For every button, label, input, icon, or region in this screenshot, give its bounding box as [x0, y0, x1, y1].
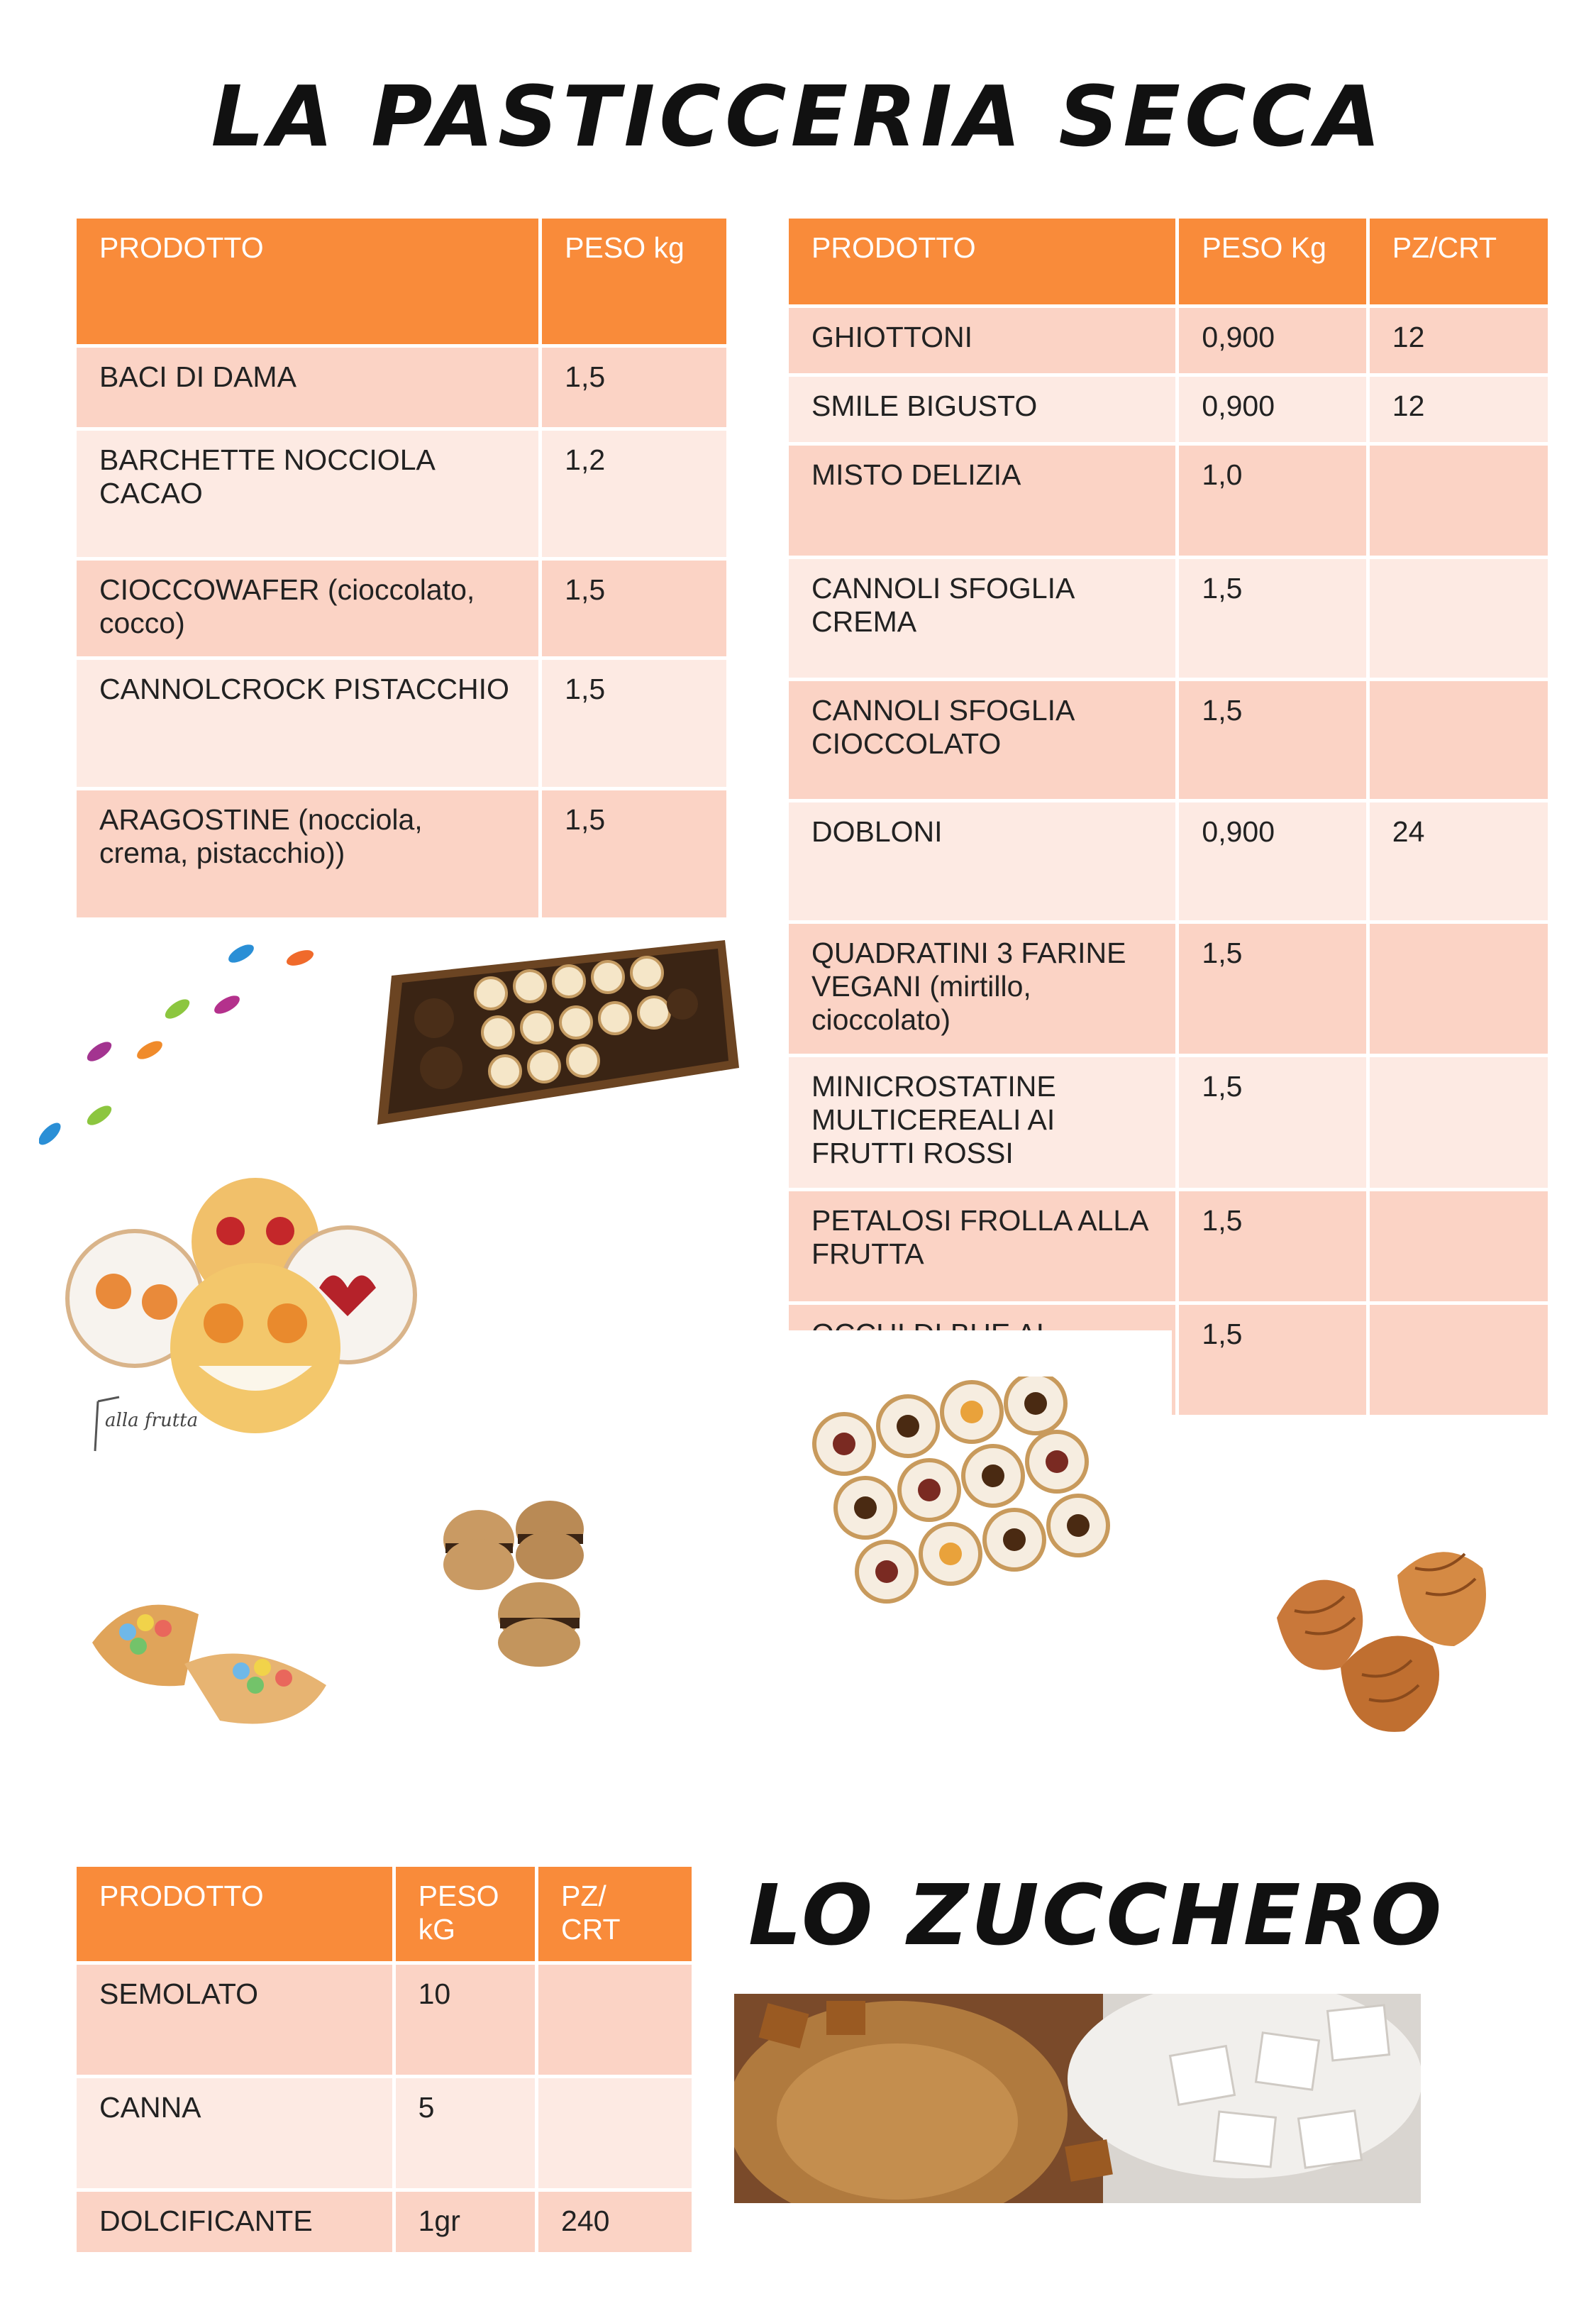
product-pieces [1368, 922, 1549, 1056]
product-weight: 1,2 [541, 429, 728, 559]
table-row [787, 558, 1550, 680]
product-name: GHIOTTONI [787, 307, 1177, 375]
product-name: ARAGOSTINE (nocciola, crema, pistacchio)) [75, 789, 541, 920]
product-weight: 0,900 [1177, 375, 1368, 444]
column-header: PZ/CRT [1368, 217, 1549, 307]
baci-di-dama-image [433, 1497, 645, 1667]
column-header: PRODOTTO [787, 217, 1177, 307]
table-row [787, 375, 1550, 444]
product-name: SEMOLATO [75, 1963, 394, 2077]
product-name: CIOCCOWAFER (cioccolato, cocco) [75, 559, 541, 658]
table-row [787, 1190, 1550, 1303]
product-pieces [1368, 1190, 1549, 1303]
table-header-row [787, 217, 1550, 307]
column-header: PZ/ CRT [537, 1865, 694, 1963]
badge-text: alla frutta [105, 1410, 199, 1431]
product-pieces: 12 [1368, 307, 1549, 375]
product-name: BACI DI DAMA [75, 346, 541, 429]
product-name: MISTO DELIZIA [787, 444, 1177, 558]
product-weight: 1,0 [1177, 444, 1368, 558]
footprints-image [39, 929, 330, 1157]
table-row [787, 1056, 1550, 1190]
product-weight: 1,5 [1177, 1190, 1368, 1303]
column-header: PRODOTTO [75, 217, 541, 346]
column-header: PESO Kg [1177, 217, 1368, 307]
column-header: PESO kG [394, 1865, 536, 1963]
product-name: QUADRATINI 3 FARINE VEGANI (mirtillo, cioccolato) [787, 922, 1177, 1056]
product-weight: 10 [394, 1963, 536, 2077]
product-pieces [537, 2077, 694, 2190]
product-pieces [1368, 558, 1549, 680]
product-weight: 1gr [394, 2190, 536, 2254]
product-weight: 0,900 [1177, 801, 1368, 922]
cookie-tray-image [363, 926, 746, 1132]
table-row [75, 2077, 694, 2190]
product-weight: 1,5 [541, 789, 728, 920]
product-name: CANNOLCROCK PISTACCHIO [75, 658, 541, 789]
product-name: PETALOSI FROLLA ALLA FRUTTA [787, 1190, 1177, 1303]
sugar-table [73, 1863, 695, 2256]
barchette-image [78, 1579, 333, 1735]
smiley-cookies-image [57, 1164, 426, 1469]
column-header: PRODOTTO [75, 1865, 394, 1963]
table-row [787, 444, 1550, 558]
page-title: LA PASTICCERIA SECCA [211, 67, 1385, 165]
table-row [75, 658, 728, 789]
table-row [75, 2190, 694, 2254]
table-row [75, 346, 728, 429]
product-name: DOBLONI [787, 801, 1177, 922]
table-header-row [75, 217, 728, 346]
product-name: BARCHETTE NOCCIOLA CACAO [75, 429, 541, 559]
product-weight: 1,5 [1177, 1303, 1368, 1417]
product-weight: 1,5 [541, 559, 728, 658]
product-weight: 1,5 [1177, 1056, 1368, 1190]
table-row [787, 680, 1550, 801]
product-pieces [537, 1963, 694, 2077]
table-row [787, 801, 1550, 922]
product-name: CANNOLI SFOGLIA CREMA [787, 558, 1177, 680]
product-pieces [1368, 1303, 1549, 1417]
aragostine-image [1263, 1526, 1518, 1767]
product-name: DOLCIFICANTE [75, 2190, 394, 2254]
table-row [75, 789, 728, 920]
product-weight: 1,5 [1177, 558, 1368, 680]
product-name: CANNA [75, 2077, 394, 2190]
product-weight: 1,5 [541, 346, 728, 429]
product-name: SMILE BIGUSTO [787, 375, 1177, 444]
occhi-di-bue-image [794, 1377, 1163, 1632]
product-name: MINICROSTATINE MULTICEREALI AI FRUTTI ROSSI [787, 1056, 1177, 1190]
product-pieces [1368, 1056, 1549, 1190]
product-pieces [1368, 680, 1549, 801]
table-row [787, 307, 1550, 375]
table-header-row [75, 1865, 694, 1963]
product-pieces: 240 [537, 2190, 694, 2254]
table-row [75, 559, 728, 658]
products-table-right [785, 215, 1551, 1418]
product-name: CANNOLI SFOGLIA CIOCCOLATO [787, 680, 1177, 801]
product-weight: 5 [394, 2077, 536, 2190]
table-row [75, 429, 728, 559]
table-row [787, 922, 1550, 1056]
product-weight: 1,5 [541, 658, 728, 789]
product-pieces: 12 [1368, 375, 1549, 444]
column-header: PESO kg [541, 217, 728, 346]
product-weight: 1,5 [1177, 922, 1368, 1056]
product-pieces: 24 [1368, 801, 1549, 922]
product-weight: 1,5 [1177, 680, 1368, 801]
product-weight: 0,900 [1177, 307, 1368, 375]
section-title-zucchero: LO ZUCCHERO [748, 1866, 1445, 1964]
table-row [75, 1963, 694, 2077]
sugar-image [734, 1994, 1421, 2203]
product-pieces [1368, 444, 1549, 558]
products-table-left [73, 215, 730, 921]
